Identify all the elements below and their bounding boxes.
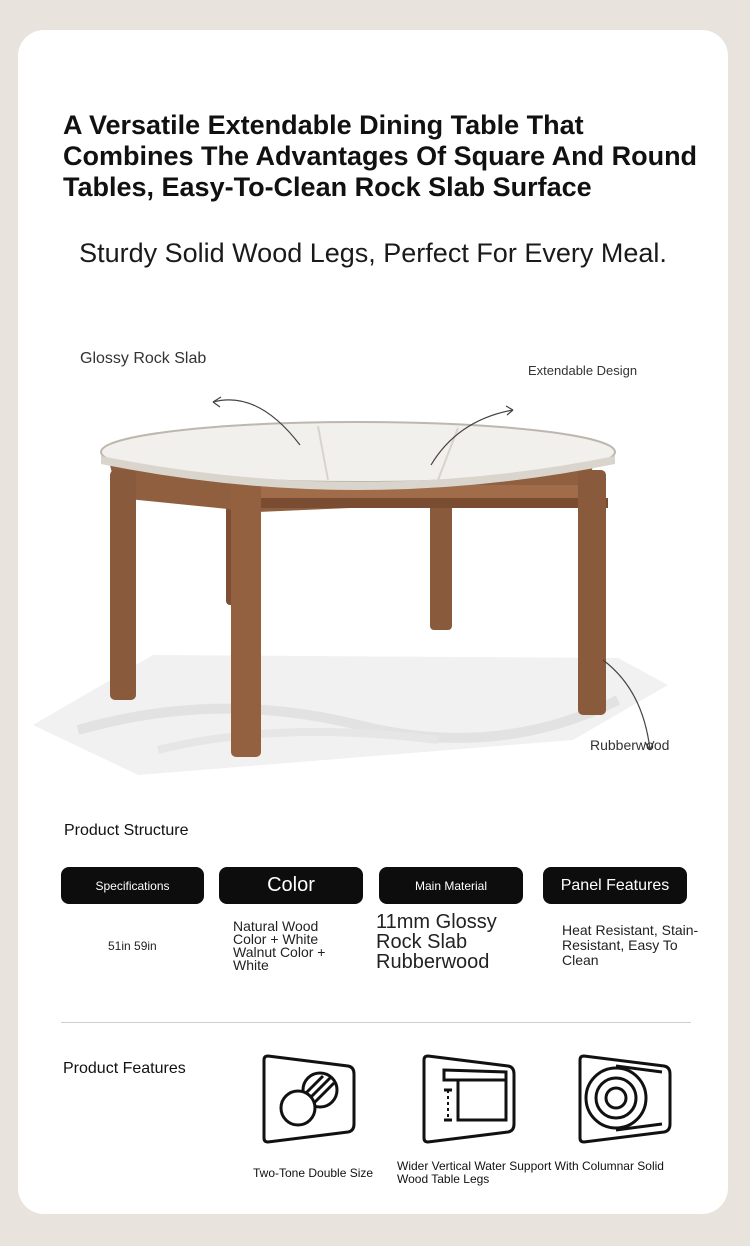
headline: A Versatile Extendable Dining Table That Combines The Advantages Of Square And Round Tables, Easy-To-Clean Rock Slab Surface bbox=[63, 110, 698, 202]
main-material-pill: Main Material bbox=[379, 867, 523, 904]
color-pill: Color bbox=[219, 867, 363, 904]
color-value: Natural Wood Color + White Walnut Color + White bbox=[233, 918, 326, 973]
table-illustration bbox=[18, 330, 728, 780]
product-card bbox=[18, 30, 728, 1214]
panel-features-value: Heat Resistant, Stain-Resistant, Easy To Clean bbox=[562, 922, 699, 968]
product-features-title: Product Features bbox=[63, 1060, 186, 1077]
feature-label-water-support: Wider Vertical Water Support With Columnar Solid Wood Table Legs bbox=[397, 1159, 664, 1186]
callout-glossy-rock-slab: Glossy Rock Slab bbox=[80, 350, 207, 367]
wood-log-icon bbox=[576, 1050, 672, 1146]
section-divider bbox=[61, 1022, 691, 1023]
feature-label-two-tone: Two-Tone Double Size bbox=[253, 1166, 374, 1180]
callout-extendable-design: Extendable Design bbox=[528, 363, 638, 378]
water-support-frame-icon bbox=[420, 1050, 516, 1146]
two-tone-circles-icon bbox=[260, 1050, 356, 1146]
panel-features-pill: Panel Features bbox=[543, 867, 687, 904]
specifications-pill: Specifications bbox=[61, 867, 204, 904]
subheadline: Sturdy Solid Wood Legs, Perfect For Every Meal. bbox=[79, 238, 667, 268]
product-structure-title: Product Structure bbox=[64, 822, 189, 839]
material-value: 11mm Glossy Rock Slab Rubberwood bbox=[376, 911, 497, 973]
callout-rubberwood: Rubberwood bbox=[590, 737, 670, 753]
specifications-value: 51in 59in bbox=[108, 939, 157, 953]
